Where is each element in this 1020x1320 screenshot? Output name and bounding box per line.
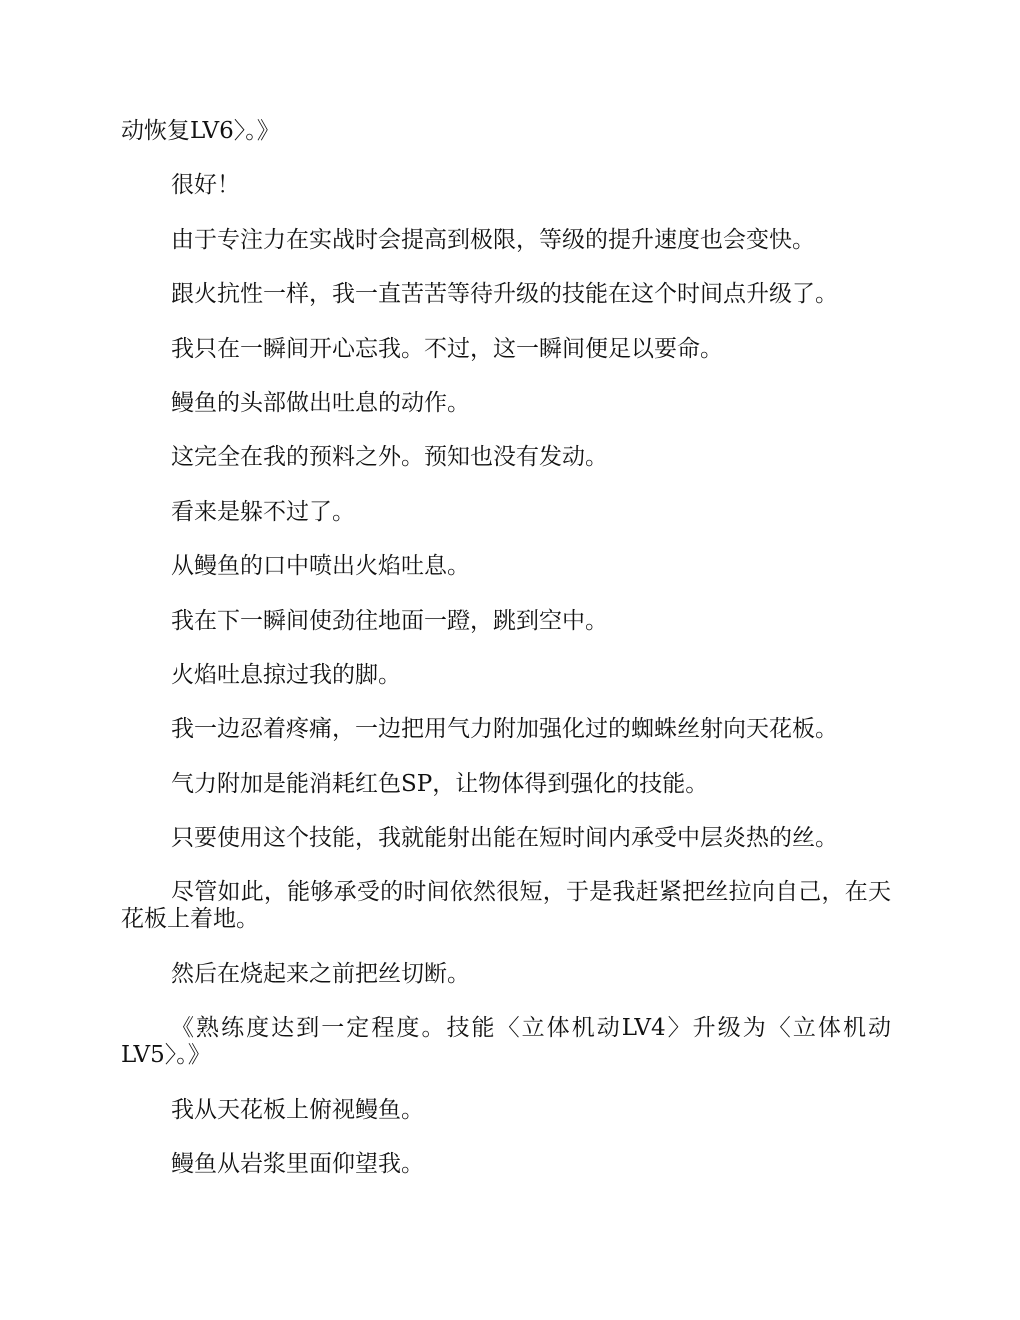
paragraph: 尽管如此，能够承受的时间依然很短，于是我赶紧把丝拉向自己，在天花板上着地。 [121,879,891,933]
paragraph: 我在下一瞬间使劲往地面一蹬，跳到空中。 [171,607,608,634]
document-page [121,118,891,1205]
paragraph: 由于专注力在实战时会提高到极限，等级的提升速度也会变快。 [171,226,815,253]
paragraph: 从鳗鱼的口中喷出火焰吐息。 [171,553,470,580]
paragraph: 这完全在我的预料之外。预知也没有发动。 [171,444,608,471]
paragraph: 火焰吐息掠过我的脚。 [171,661,401,688]
paragraph: 只要使用这个技能，我就能射出能在短时间内承受中层炎热的丝。 [171,825,838,852]
paragraph: 跟火抗性一样，我一直苦苦等待升级的技能在这个时间点升级了。 [171,281,838,308]
paragraph: 我从天花板上俯视鳗鱼。 [171,1096,424,1123]
paragraph: 鳗鱼从岩浆里面仰望我。 [171,1151,424,1178]
paragraph: 看来是躲不过了。 [171,498,355,525]
paragraph-continuation: 动恢复LV6〉。》 [121,118,280,144]
paragraph: 很好！ [171,172,240,199]
paragraph: 气力附加是能消耗红色SP，让物体得到强化的技能。 [171,770,709,797]
paragraph: 我一边忍着疼痛，一边把用气力附加强化过的蜘蛛丝射向天花板。 [171,716,838,743]
paragraph: 鳗鱼的头部做出吐息的动作。 [171,389,470,416]
paragraph: 然后在烧起来之前把丝切断。 [171,960,470,987]
paragraph: 我只在一瞬间开心忘我。不过，这一瞬间便足以要命。 [171,335,723,362]
paragraph: 《熟练度达到一定程度。技能〈立体机动LV4〉升级为〈立体机动LV5〉。》 [121,1015,891,1069]
